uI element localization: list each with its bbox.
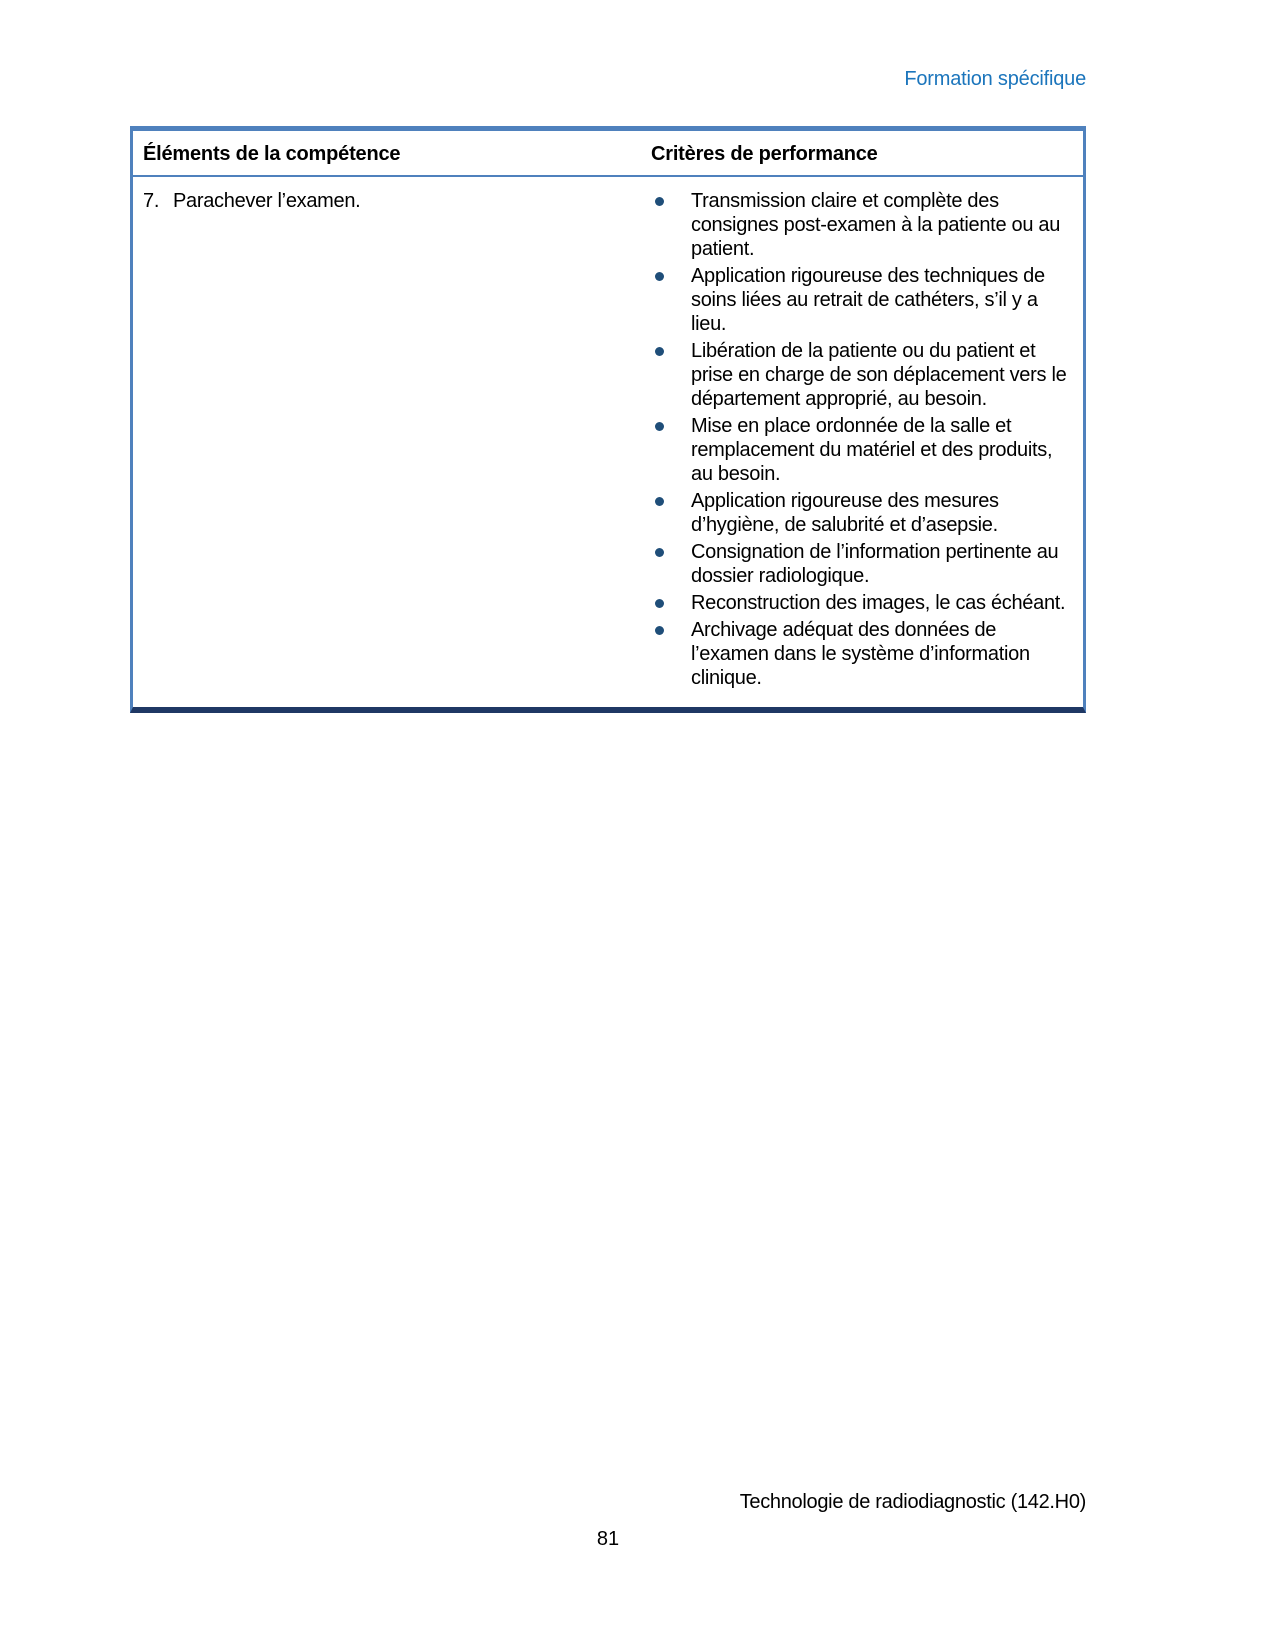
- criteria-item-text: Mise en place ordonnée de la salle et remplacement du matériel et des produits, au besoin.: [691, 415, 1053, 485]
- bullet-icon: [651, 339, 691, 411]
- column-header-elements: Éléments de la compétence: [143, 143, 401, 165]
- element-number: 7.: [143, 190, 160, 212]
- criteria-item: [651, 414, 1075, 486]
- criteria-item: [651, 339, 1075, 411]
- bullet-icon: [651, 414, 691, 486]
- bullet-icon: [651, 540, 691, 588]
- table-row: [133, 177, 1083, 707]
- criteria-item-text: Transmission claire et complète des consignes post-examen à la patiente ou au patient.: [691, 190, 1061, 260]
- criteria-list: [651, 189, 1075, 690]
- element-label: Parachever l’examen.: [173, 190, 361, 212]
- criteria-item-text: Archivage adéquat des données de l’examen dans le système d’information clinique.: [691, 619, 1030, 689]
- bullet-icon: [651, 189, 691, 261]
- criteria-item-text: Reconstruction des images, le cas échéant.: [691, 592, 1066, 614]
- criteria-cell: [651, 185, 1083, 693]
- criteria-item: [651, 618, 1075, 690]
- criteria-item: [651, 264, 1075, 336]
- element-cell: [133, 185, 651, 693]
- footer-program-title: Technologie de radiodiagnostic (142.H0): [739, 1491, 1086, 1513]
- criteria-item-text: Libération de la patiente ou du patient et prise en charge de son déplacement vers le département approprié, au besoin.: [691, 340, 1067, 410]
- page-number: 81: [596, 1528, 620, 1550]
- criteria-item-text: Application rigoureuse des techniques de soins liées au retrait de cathéters, s’il y a lieu.: [691, 265, 1045, 335]
- running-header: Formation spécifique: [904, 68, 1086, 90]
- column-header-criteres: Critères de performance: [651, 143, 878, 165]
- table-header-row: [133, 131, 1083, 177]
- criteria-item: [651, 540, 1075, 588]
- criteria-item: [651, 591, 1075, 615]
- criteria-item-text: Application rigoureuse des mesures d’hygiène, de salubrité et d’asepsie.: [691, 490, 999, 536]
- criteria-item: [651, 489, 1075, 537]
- bullet-icon: [651, 591, 691, 615]
- criteria-item-text: Consignation de l’information pertinente au dossier radiologique.: [691, 541, 1059, 587]
- criteria-item: [651, 189, 1075, 261]
- bullet-icon: [651, 264, 691, 336]
- bullet-icon: [651, 618, 691, 690]
- competency-table: [130, 126, 1086, 713]
- bullet-icon: [651, 489, 691, 537]
